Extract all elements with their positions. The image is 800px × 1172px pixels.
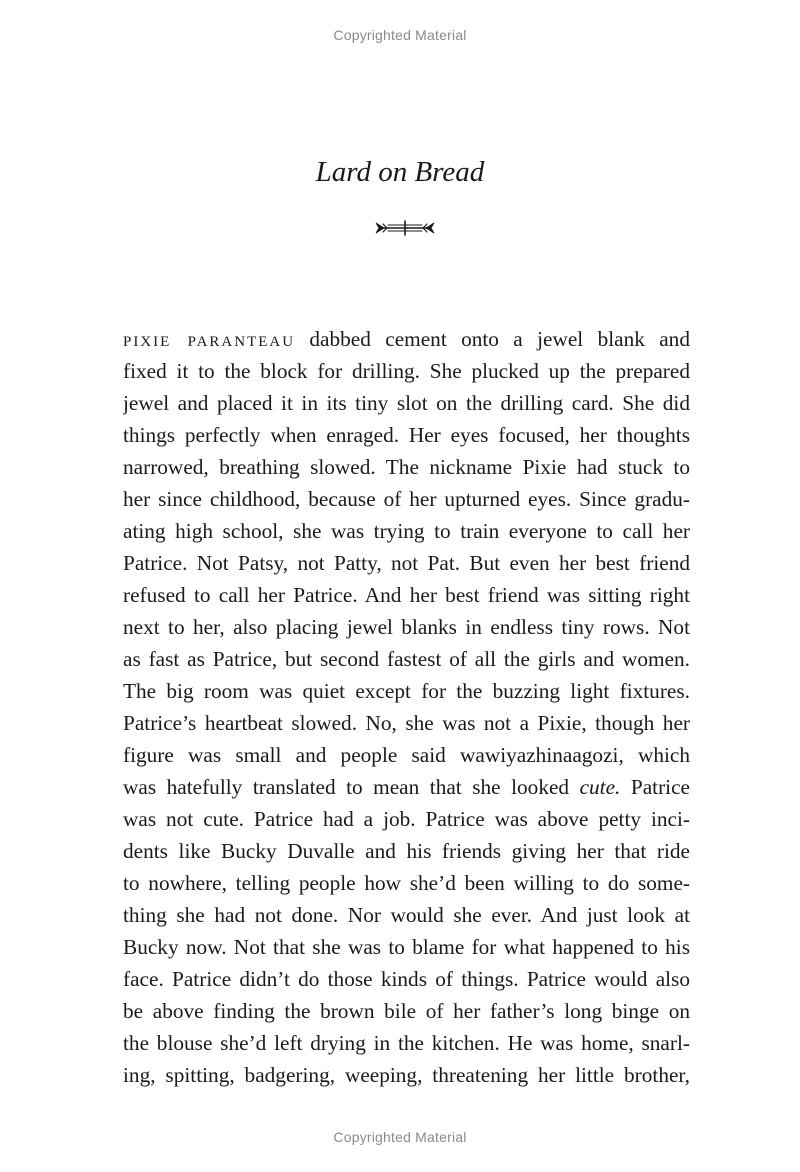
text-line-1: pixie paranteau dabbed cement onto a jewel blank and [123, 327, 690, 351]
text-line-19: thing she had not done. Nor would she ever. And just look at [123, 903, 690, 927]
text-line-3: jewel and placed it in its tiny slot on the drilling card. She did [123, 391, 690, 415]
italic-word: cute. [579, 775, 621, 799]
text-line-24: ing, spitting, badgering, weeping, threatening her little brother, [123, 1063, 690, 1087]
text-line-8: Patrice. Not Patsy, not Patty, not Pat. But even her best friend [123, 551, 690, 575]
chapter-body-text [123, 323, 690, 1091]
text-line-9: refused to call her Patrice. And her best friend was sitting right [123, 583, 690, 607]
text-line-2: fixed it to the block for drilling. She plucked up the prepared [123, 359, 690, 383]
text-line-4: things perfectly when enraged. Her eyes focused, her thoughts [123, 423, 690, 447]
text-line-6: her since childhood, because of her upturned eyes. Since gradu- [123, 487, 690, 511]
text-line-10: next to her, also placing jewel blanks in endless tiny rows. Not [123, 615, 690, 639]
text-line-12: The big room was quiet except for the buzzing light fixtures. [123, 679, 690, 703]
text-line-18: to nowhere, telling people how she’d been willing to do some- [123, 871, 690, 895]
arrow-flourish-ornament-icon [372, 218, 438, 238]
text-line-17: dents like Bucky Duvalle and his friends giving her that ride [123, 839, 690, 863]
copyright-watermark-top: Copyrighted Material [333, 27, 467, 43]
text-line-7: ating high school, she was trying to train everyone to call her [123, 519, 690, 543]
text-line-16: was not cute. Patrice had a job. Patrice was above petty inci- [123, 807, 690, 831]
copyright-watermark-bottom: Copyrighted Material [333, 1129, 467, 1145]
text-line-13: Patrice’s heartbeat slowed. No, she was not a Pixie, though her [123, 711, 690, 735]
text-line-23: the blouse she’d left drying in the kitchen. He was home, snarl- [123, 1031, 690, 1055]
text-line-20: Bucky now. Not that she was to blame for what happened to his [123, 935, 690, 959]
opening-name-smallcaps: pixie paranteau [123, 327, 296, 351]
text-line-14: figure was small and people said wawiyazhinaagozi, which [123, 743, 690, 767]
text-line-11: as fast as Patrice, but second fastest of all the girls and women. [123, 647, 690, 671]
text-line-5: narrowed, breathing slowed. The nickname Pixie had stuck to [123, 455, 690, 479]
chapter-title: Lard on Bread [315, 156, 485, 188]
text-line-21: face. Patrice didn’t do those kinds of things. Patrice would also [123, 967, 690, 991]
text-line-15: was hatefully translated to mean that she looked cute. Patrice [123, 775, 690, 799]
text-line-22: be above finding the brown bile of her father’s long binge on [123, 999, 690, 1023]
